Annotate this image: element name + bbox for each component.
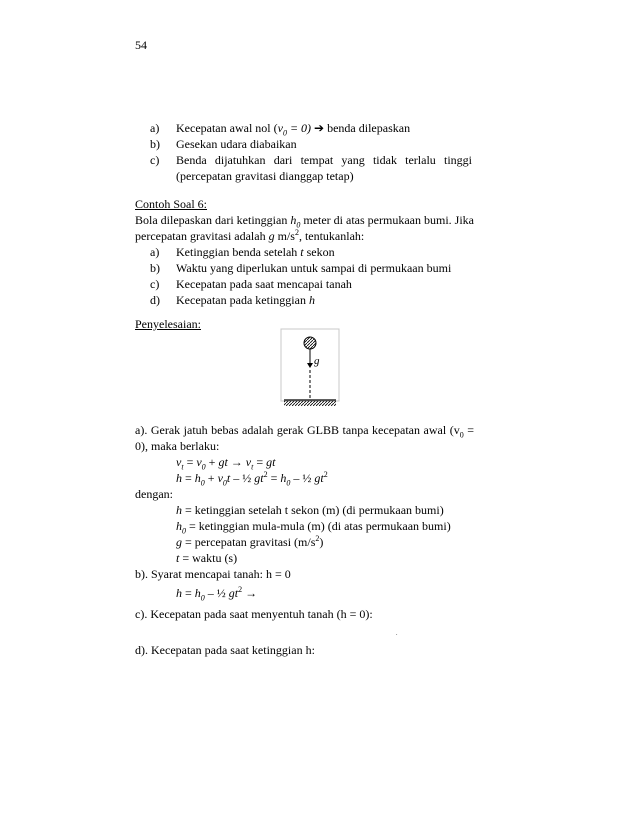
ball-icon (304, 337, 316, 349)
right-arrow-icon: ➔ (314, 121, 325, 135)
right-arrow-icon: → (230, 455, 243, 469)
solution-title: Penyelesaian: (135, 317, 201, 331)
dengan-label: dengan: (135, 487, 173, 501)
list-item-line: Benda dijatuhkan dari tempat yang tidak terlalu tinggi (176, 153, 472, 167)
list-item-marker: c) (150, 153, 160, 167)
part-b-text: b). Syarat mencapai tanah: h = 0 (135, 567, 291, 581)
list-item: a) Kecepatan awal nol $(v_0 = 0)$ ➔ benda dilepaskan (150, 121, 411, 138)
list-item: a) Ketinggian benda setelah t sekon (150, 245, 335, 259)
ground-hatch (284, 401, 336, 406)
page-number: 54 (135, 38, 147, 52)
stray-dot: . (396, 631, 398, 637)
example-intro-line: percepatan gravitasi adalah g $m/s^2$, tentukanlah: (135, 228, 365, 243)
list-item: c) Kecepatan pada saat mencapai tanah (150, 277, 352, 291)
list-item: t = waktu (s) (176, 551, 238, 565)
list-item: b) Gesekan udara diabaikan (150, 137, 297, 151)
equation-ground: $h = h_0$ – ½ $gt^2$ → (176, 585, 258, 603)
free-fall-diagram (280, 328, 340, 410)
gravity-label: g (314, 355, 320, 367)
example-intro-line: Bola dilepaskan dari ketinggian $h_0$ meter di atas permukaan bumi. Jika (135, 213, 474, 230)
list-item: g = percepatan gravitasi $(m/s^2)$ (176, 534, 324, 549)
example-title: Contoh Soal 6: (135, 197, 208, 211)
part-c-text: c). Kecepatan pada saat menyentuh tanah (h = 0): (135, 607, 373, 621)
list-item: b) Waktu yang diperlukan untuk sampai di permukaan bumi (150, 261, 452, 275)
part-a-text: 0), maka berlaku: (135, 439, 220, 453)
equation-height: $h = h_0 + v_0t$ – ½ $gt^2 = h_0$ – ½ $gt^2$ (176, 470, 328, 488)
list-item: $h_0$ = ketinggian mula-mula (m) (di atas permukaan bumi) (176, 519, 451, 536)
equation-velocity: $v_t = v_0$ + gt → $v_t$ = gt (176, 455, 276, 472)
list-item: d) Kecepatan pada ketinggian h (150, 293, 315, 307)
right-arrow-icon: → (242, 586, 258, 600)
part-d-text: d). Kecepatan pada saat ketinggian h: (135, 643, 315, 657)
part-a-text: a). Gerak jatuh bebas adalah gerak GLBB tanpa kecepatan awal ($v_0$ = (135, 423, 474, 440)
list-item-line: (percepatan gravitasi dianggap tetap) (176, 169, 354, 183)
list-item: h = ketinggian setelah t sekon (m) (di permukaan bumi) (176, 503, 444, 517)
